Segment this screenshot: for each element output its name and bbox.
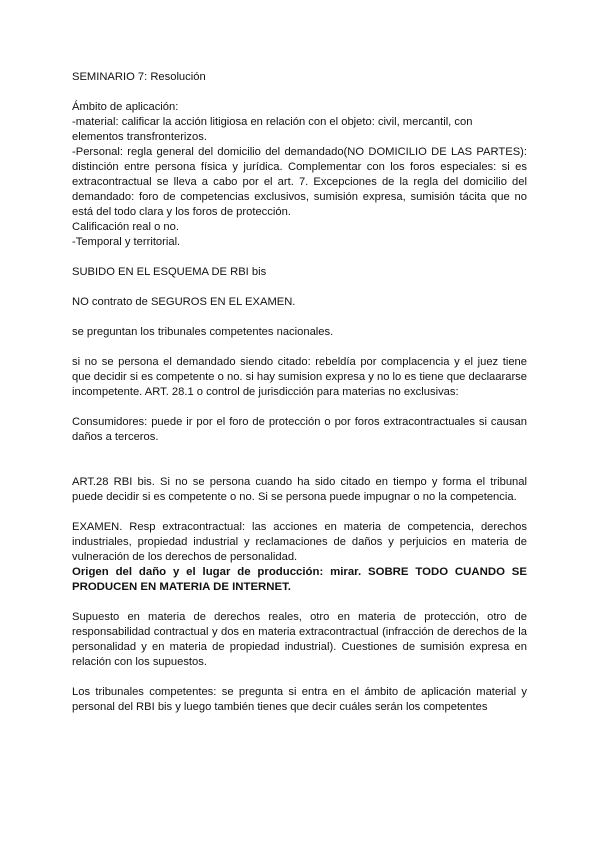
ambito-heading: Ámbito de aplicación: — [72, 101, 179, 113]
subido-line: SUBIDO EN EL ESQUEMA DE RBI bis — [72, 266, 267, 278]
no-contrato-line: NO contrato de SEGUROS EN EL EXAMEN. — [72, 296, 296, 308]
spacer — [72, 400, 527, 415]
origen-bold-paragraph: Origen del daño y el lugar de producción: mirar. SOBRE TODO CUANDO SE PRODUCEN EN MATERIA DE INTERNET. — [72, 566, 527, 593]
spacer — [72, 505, 527, 520]
rebeldia-paragraph: si no se persona el demandado siendo citado: rebeldía por complacencia y el juez tiene que decidir si es competente o no. si hay sumision expresa y no lo es tiene que declaararse incompetente. ART. 28.1 o control de jurisdicción para materias no exclusivas: — [72, 356, 527, 398]
spacer — [72, 340, 527, 355]
spacer — [72, 595, 527, 610]
calificacion-line: Calificación real o no. — [72, 221, 179, 233]
consumidores-paragraph: Consumidores: puede ir por el foro de protección o por foros extracontractuales si causan daños a terceros. — [72, 416, 527, 443]
spacer — [72, 85, 527, 100]
supuesto-paragraph: Supuesto en materia de derechos reales, otro en materia de protección, otro de responsabilidad contractual y dos en materia extracontractual (infracción de derechos de la personalidad y en materia de propiedad industrial). Cuestiones de sumisión expresa en relación con los supuestos. — [72, 611, 527, 668]
art28-paragraph: ART.28 RBI bis. Si no se persona cuando ha sido citado en tiempo y forma el tribunal puede decidir si es competente o no. Si se persona puede impugnar o no la competencia. — [72, 476, 527, 503]
ambito-material-paragraph: -material: calificar la acción litigiosa en relación con el objeto: civil, mercantil, con elementos transfronterizos. — [72, 116, 473, 143]
tribunales-paragraph: Los tribunales competentes: se pregunta si entra en el ámbito de aplicación material y personal del RBI bis y luego también tienes que decir cuáles serán los competentes — [72, 686, 527, 713]
ambito-personal-paragraph: -Personal: regla general del domicilio del demandado(NO DOMICILIO DE LAS PARTES): distinción entre persona física y jurídica. Complementar con los foros especiales: si es extracontractual se lleva a cabo por el art. 7. Excepciones de la regla del domicilio del demandado: foro de competencias exclusivos, sumisión expresa, sumisión tácita que no está del todo clara y los foros de protección. — [72, 146, 527, 218]
examen-paragraph: EXAMEN. Resp extracontractual: las acciones en materia de competencia, derechos industriales, propiedad industrial y reclamaciones de daños y perjuicios en materia de vulneración de los derechos de personalidad. — [72, 521, 527, 563]
spacer — [72, 445, 527, 475]
spacer — [72, 250, 527, 265]
document-page — [72, 70, 527, 715]
temporal-line: -Temporal y territorial. — [72, 236, 181, 248]
spacer — [72, 310, 527, 325]
spacer — [72, 670, 527, 685]
document-title: SEMINARIO 7: Resolución — [72, 71, 206, 83]
spacer — [72, 280, 527, 295]
se-preguntan-line: se preguntan los tribunales competentes nacionales. — [72, 326, 334, 338]
